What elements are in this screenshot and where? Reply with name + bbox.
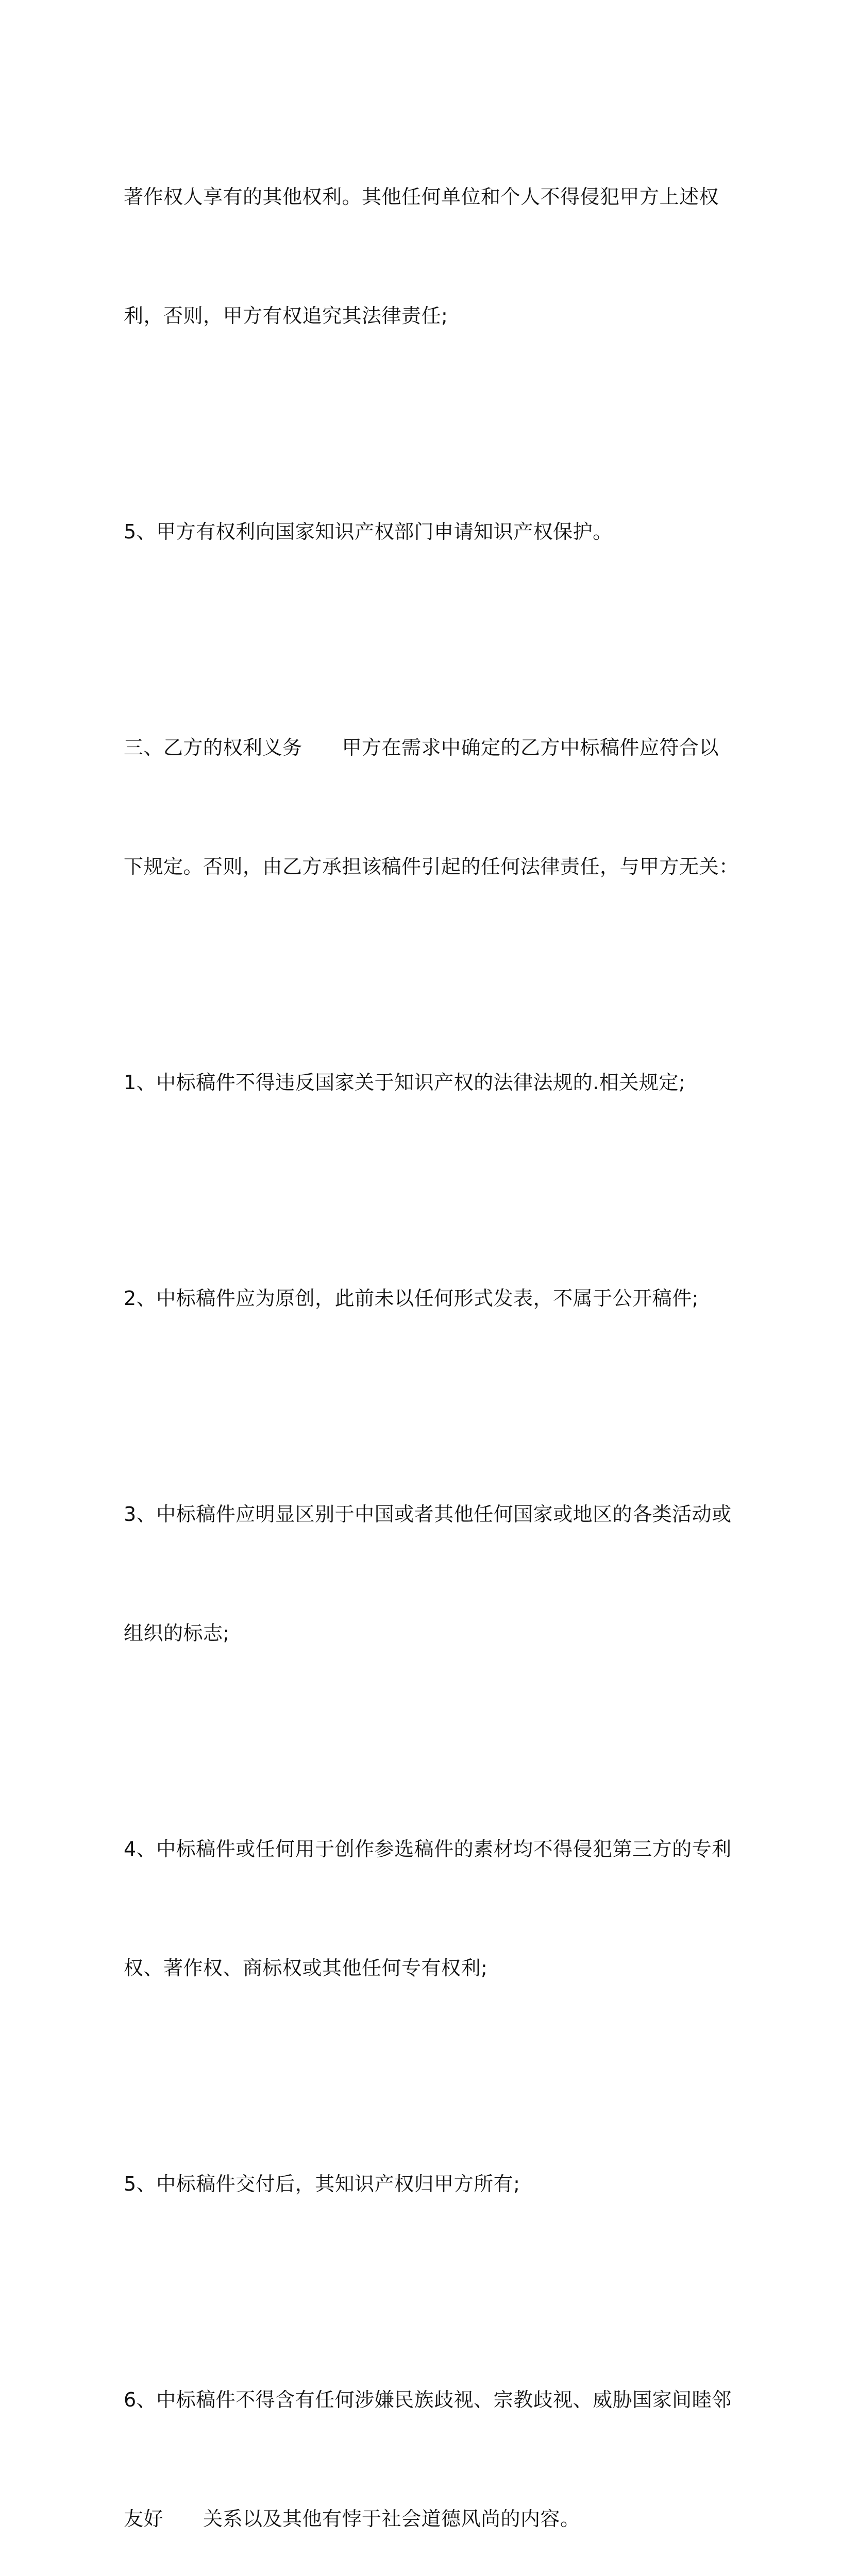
text-line: 著作权人享有的其他权利。其他任何单位和个人不得侵犯甲方上述权 [124,185,719,208]
paragraph-item-5-ip-protection [124,433,721,631]
paragraph-item-6 [124,2301,732,2576]
text-line: 5、中标稿件交付后，其知识产权归甲方所有; [124,2173,520,2195]
paragraph-item-4 [124,1750,732,2067]
paragraph-item-3 [124,1415,732,1733]
text-line: 权、著作权、商标权或其他任何专有权利; [124,1957,488,1979]
text-line: 3、中标稿件应明显区别于中国或者其他任何国家或地区的各类活动或 [124,1503,732,1526]
text-line: 6、中标稿件不得含有任何涉嫌民族歧视、宗教歧视、威胁国家间睦邻 [124,2388,732,2411]
text-line: 下规定。否则，由乙方承担该稿件引起的任何法律责任，与甲方无关： [124,855,739,878]
paragraph-item-5 [124,2085,721,2283]
paragraph-item-2 [124,1199,721,1398]
text-line: 2、中标稿件应为原创，此前未以任何形式发表，不属于公开稿件; [124,1287,699,1310]
text-line: 5、甲方有权利向国家知识产权部门申请知识产权保护。 [124,520,613,543]
text-line: 1、中标稿件不得违反国家关于知识产权的法律法规的.相关规定; [124,1071,686,1094]
text-line: 组织的标志; [124,1622,230,1645]
text-line: 友好 关系以及其他有悖于社会道德风尚的内容。 [124,2507,580,2530]
paragraph-copyright-rights [124,98,721,415]
text-line: 4、中标稿件或任何用于创作参选稿件的素材均不得侵犯第三方的专利 [124,1838,732,1860]
text-line: 三、乙方的权利义务 甲方在需求中确定的乙方中标稿件应符合以 [124,736,719,759]
paragraph-item-1 [124,984,721,1182]
document-page [124,98,739,2576]
section-heading-party-b-rights [124,649,739,966]
text-line: 利，否则，甲方有权追究其法律责任; [124,304,448,327]
